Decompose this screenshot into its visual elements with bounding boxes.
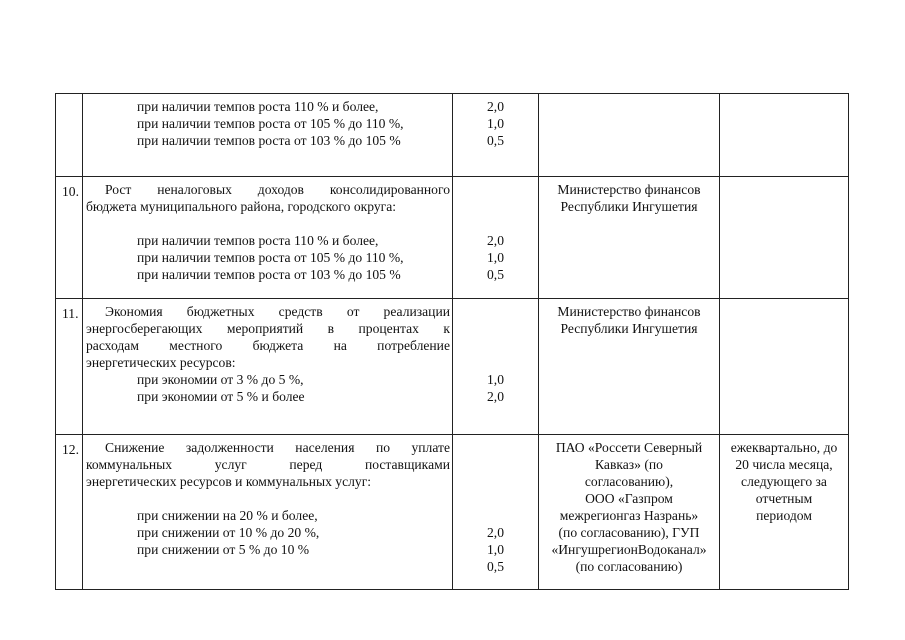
org-line: Кавказ» (по [595, 457, 663, 472]
criterion-text: Снижение задолженности населения по уплате [105, 440, 450, 455]
org-line: Республики Ингушетия [560, 321, 698, 336]
score-value: 2,0 [487, 99, 504, 114]
org-line: Министерство финансов [557, 304, 701, 319]
deadline-line: периодом [756, 508, 812, 523]
score-cell [453, 435, 539, 590]
criterion-text: энергосберегающих мероприятий в процентах к [86, 321, 450, 336]
deadline-line: отчетным [755, 491, 813, 506]
criterion-option: при снижении от 5 % до 10 % [137, 542, 310, 557]
criterion-description [83, 177, 453, 299]
score-value: 2,0 [487, 389, 504, 404]
score-value: 1,0 [487, 250, 504, 265]
score-value: 0,5 [487, 267, 504, 282]
responsible-org [539, 94, 720, 177]
deadline-line: 20 числа месяца, [735, 457, 833, 472]
criterion-text: Рост неналоговых доходов консолидированного [105, 182, 450, 197]
responsible-org [539, 435, 720, 590]
criterion-option: при снижении от 10 % до 20 %, [137, 525, 320, 540]
criterion-text: энергетических ресурсов: [86, 355, 236, 370]
score-value: 2,0 [487, 525, 504, 540]
criterion-option: при наличии темпов роста от 105 % до 110 %, [137, 116, 404, 131]
criteria-table [55, 93, 849, 590]
criterion-text: расходам местного бюджета на потребление [86, 338, 450, 353]
criterion-option: при снижении на 20 % и более, [137, 508, 318, 523]
table-row [56, 94, 849, 177]
criterion-description [83, 299, 453, 435]
score-value: 0,5 [487, 133, 504, 148]
criterion-option: при наличии темпов роста 110 % и более, [137, 99, 379, 114]
responsible-org [539, 299, 720, 435]
row-number: 11. [56, 299, 83, 435]
table-row [56, 299, 849, 435]
score-value: 1,0 [487, 372, 504, 387]
score-cell [453, 94, 539, 177]
org-line: ПАО «Россети Северный [555, 440, 703, 455]
criterion-option: при наличии темпов роста от 103 % до 105 % [137, 133, 401, 148]
score-value: 1,0 [487, 116, 504, 131]
deadline [720, 94, 849, 177]
row-number: 10. [56, 177, 83, 299]
criterion-option: при экономии от 5 % и более [137, 389, 305, 404]
org-line: Министерство финансов [557, 182, 701, 197]
deadline [720, 299, 849, 435]
row-number: 12. [56, 435, 83, 590]
criterion-text: бюджета муниципального района, городского округа: [86, 199, 397, 214]
score-cell [453, 177, 539, 299]
deadline-line: ежеквартально, до [730, 440, 838, 455]
deadline [720, 435, 849, 590]
criterion-option: при наличии темпов роста от 103 % до 105 % [137, 267, 401, 282]
org-line: Республики Ингушетия [560, 199, 698, 214]
table-row [56, 435, 849, 590]
criterion-description [83, 435, 453, 590]
org-line: согласованию), [584, 474, 674, 489]
criterion-option: при наличии темпов роста 110 % и более, [137, 233, 379, 248]
criterion-text: Экономия бюджетных средств от реализации [105, 304, 450, 319]
org-line: (по согласованию) [575, 559, 683, 574]
criterion-option: при экономии от 3 % до 5 %, [137, 372, 304, 387]
deadline [720, 177, 849, 299]
org-line: «ИнгушрегионВодоканал» [551, 542, 707, 557]
org-line: (по согласованию), ГУП [558, 525, 700, 540]
criterion-description [83, 94, 453, 177]
score-value: 1,0 [487, 542, 504, 557]
score-value: 2,0 [487, 233, 504, 248]
criterion-text: коммунальных услуг перед поставщиками [86, 457, 450, 472]
score-cell [453, 299, 539, 435]
deadline-line: следующего за [741, 474, 827, 489]
org-line: межрегионгаз Назрань» [559, 508, 699, 523]
responsible-org [539, 177, 720, 299]
score-value: 0,5 [487, 559, 504, 574]
org-line: ООО «Газпром [585, 491, 673, 506]
table-row [56, 177, 849, 299]
criterion-text: энергетических ресурсов и коммунальных услуг: [86, 474, 372, 489]
row-number [56, 94, 83, 177]
criterion-option: при наличии темпов роста от 105 % до 110 %, [137, 250, 404, 265]
